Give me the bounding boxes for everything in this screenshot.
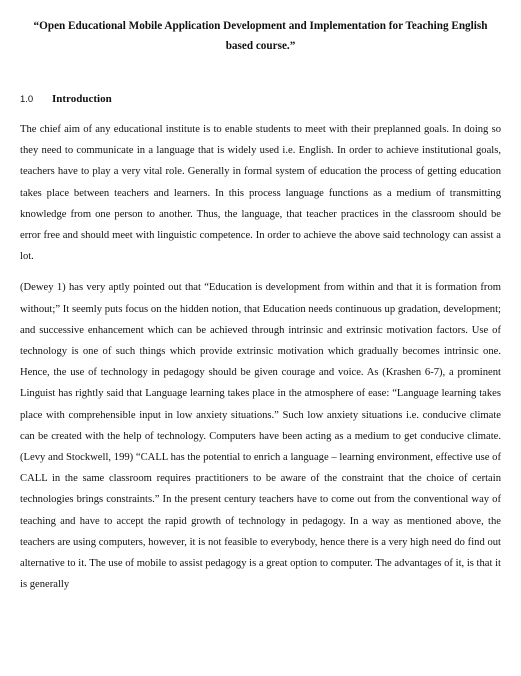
section-heading [20,92,501,107]
paragraph-2: (Dewey 1) has very aptly pointed out that “Education is development from within and that it is formation from without;” It seemly puts focus on the hidden notion, that Education needs continuous up gradation, development; and successive enhancement which can be achieved through intrinsic and extrinsic motivation factors. Use of technology is one of such things which provide extrinsic motivation which gradually becomes intrinsic one. Hence, the use of technology in pedagogy should be given courage and voice. As (Krashen 6-7), a prominent Linguist has rightly said that Language learning takes place in the atmosphere of ease: “Language learning takes place with comprehensible input in low anxiety situations.” Such low anxiety situations i.e. conducive climate can be created with the help of technology. Computers have been acting as a medium to get conducive climate. (Levy and Stockwell, 199) “CALL has the potential to enrich a language – learning environment, effective use of CALL in the same classroom requires practitioners to be aware of the constraint that the choice of certain technologies brings constraints.” In the present century teachers have to come out from the conventional way of teaching and have to accept the rapid growth of technology in pedagogy. In a way as mentioned above, the teachers are using computers, however, it is not feasible to everybody, hence there is a very high need do find out alternative to it. The use of mobile to assist pedagogy is a great option to computer. The advantages of it, is that it is generally [20,282,501,591]
paragraph-1: The chief aim of any educational institute is to enable students to meet with their preplanned goals. In doing so they need to communicate in a language that is widely used i.e. English. In order to achieve institutional goals, teachers have to play a very vital role. Generally in formal system of education the process of getting education takes place between teachers and learners. In this process language functions as a medium of transmitting knowledge from one person to another. Thus, the language, that teacher practices in the classroom should be error free and should meet with linguistic competence. In order to achieve the above said technology can assist a lot. [20,124,501,263]
document-title: “Open Educational Mobile Application Development and Implementation for Teaching English based course.” [33,20,488,52]
section-number: 1.0 [20,94,34,105]
section-title: Introduction [52,93,112,105]
